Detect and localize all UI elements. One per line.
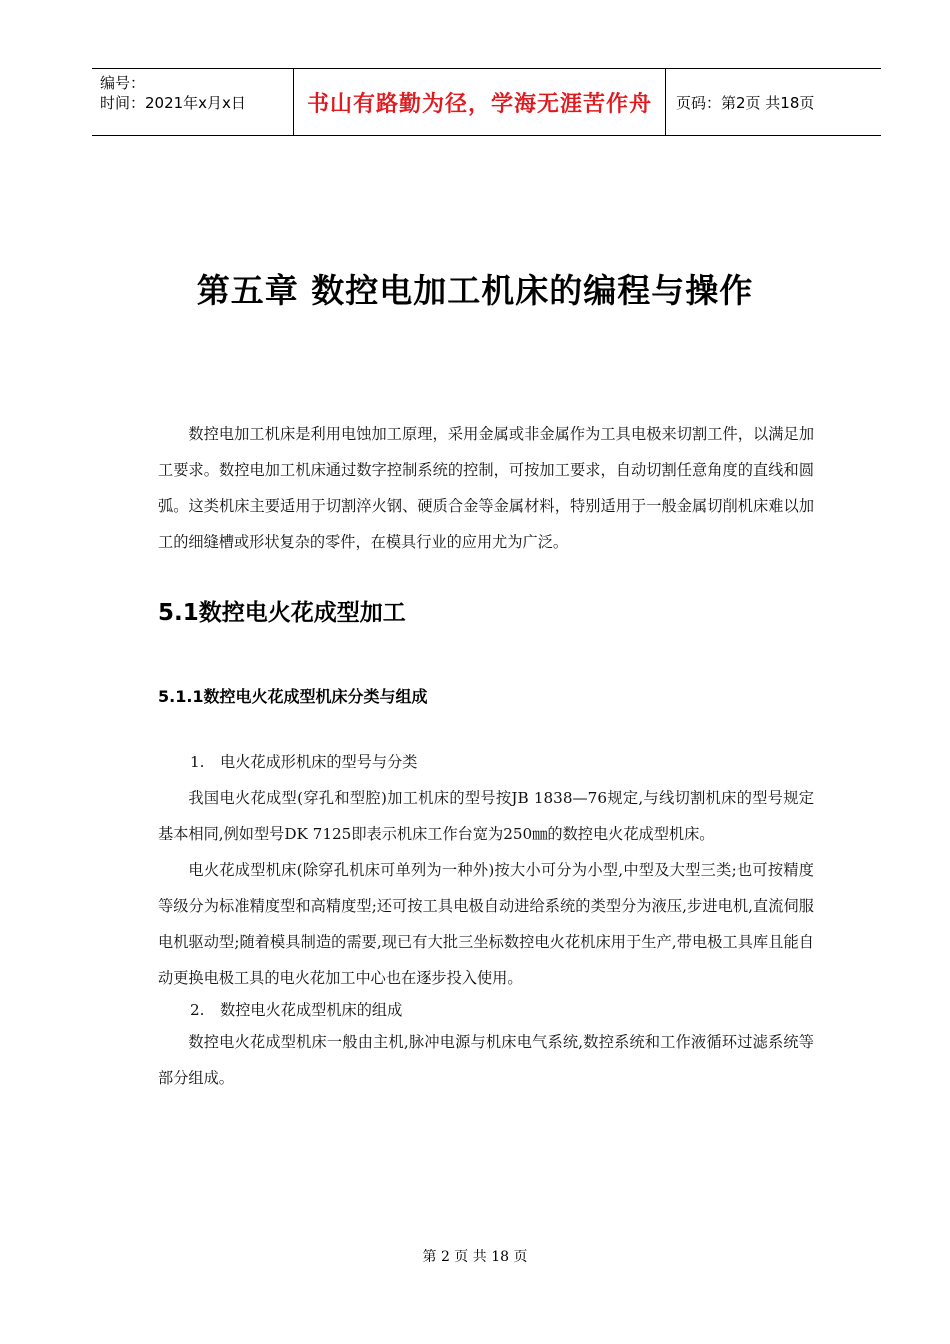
header-meta — [92, 69, 293, 135]
time-label: 时间：2021年x月x日 — [100, 94, 246, 112]
serial-label: 编号： — [100, 74, 146, 92]
header-motto: 书山有路勤为径，学海无涯苦作舟 — [293, 69, 666, 135]
subsection-body — [158, 744, 814, 1096]
body-paragraph: 我国电火花成型(穿孔和型腔)加工机床的型号按JB 1838—76规定,与线切割机床的型号规定基本相同,例如型号DK 7125即表示机床工作台宽为250㎜的数控电火花成型机床。 — [158, 789, 814, 843]
header-page-info: 页码：第2页 共18页 — [676, 93, 815, 112]
section-heading: 5.1数控电火花成型加工 — [158, 600, 406, 626]
page-footer: 第 2 页 共 18 页 — [422, 1249, 528, 1265]
intro-section — [158, 416, 814, 560]
body-paragraph: 数控电火花成型机床一般由主机,脉冲电源与机床电气系统,数控系统和工作液循环过滤系统等部分组成。 — [158, 1033, 814, 1087]
subsection-heading: 5.1.1数控电火花成型机床分类与组成 — [158, 687, 428, 706]
intro-paragraph: 数控电加工机床是利用电蚀加工原理，采用金属或非金属作为工具电极来切割工件，以满足加工要求。数控电加工机床通过数字控制系统的控制，可按加工要求，自动切割任意角度的直线和圆弧。这类机床主要适用于切割淬火钢、硬质合金等金属材料，特别适用于一般金属切削机床难以加工的细缝槽或形状复杂的零件，在模具行业的应用尤为广泛。 — [158, 425, 814, 551]
list-item-title: 2. 数控电火花成型机床的组成 — [190, 1001, 403, 1019]
list-item-title: 1. 电火花成形机床的型号与分类 — [190, 753, 418, 771]
chapter-title: 第五章 数控电加工机床的编程与操作 — [196, 271, 754, 310]
page-header — [92, 68, 881, 136]
body-paragraph: 电火花成型机床(除穿孔机床可单列为一种外)按大小可分为小型,中型及大型三类;也可按精度等级分为标准精度型和高精度型;还可按工具电极自动进给系统的类型分为液压,步进电机,直流伺服电机驱动型;随着模具制造的需要,现已有大批三坐标数控电火花机床用于生产,带电极工具库且能自动更换电极工具的电火花加工中心也在逐步投入使用。 — [158, 861, 814, 987]
